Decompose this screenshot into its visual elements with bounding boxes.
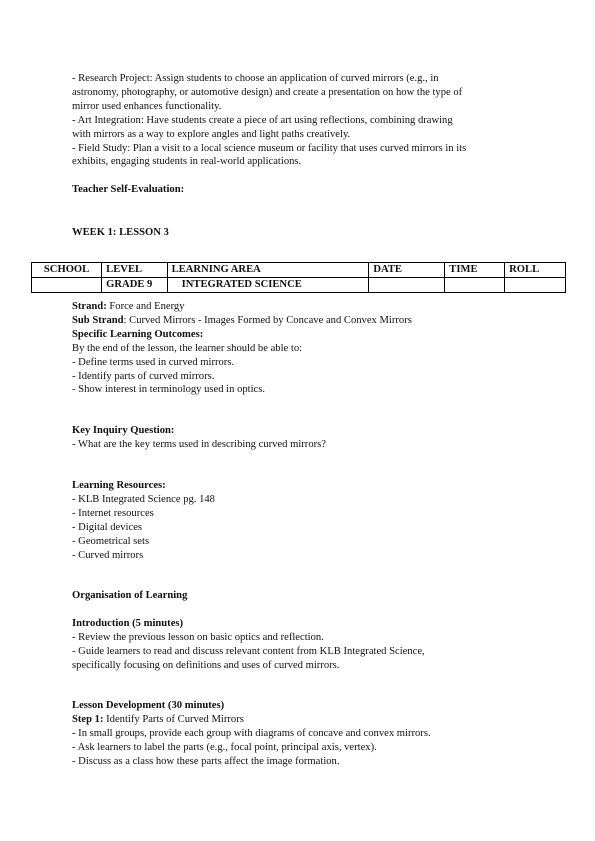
list-item: specifically focusing on definitions and uses of curved mirrors. [72,659,340,671]
development-heading: Lesson Development (30 minutes) [72,700,225,711]
list-item: - What are the key terms used in describing curved mirrors? [72,438,326,450]
cell-learning-area: INTEGRATED SCIENCE [167,278,369,293]
outcomes-heading: Specific Learning Outcomes: [72,328,204,340]
outcomes-lead: By the end of the lesson, the learner should be able to: [72,342,303,354]
cell-school [32,278,102,293]
list-item: - KLB Integrated Science pg. 148 [72,493,215,505]
field-line-1: - Field Study: Plan a visit to a local science museum or facility that uses curved mirrors in its [72,142,467,154]
inquiry-heading: Key Inquiry Question: [72,425,175,436]
research-line-2: astronomy, photography, or automotive design) and create a presentation on how the type of [72,86,463,98]
development-section [72,699,527,769]
extension-activities [72,72,527,169]
inquiry-section [72,424,527,452]
field-line-2: exhibits, engaging students in real-world applications. [72,156,302,168]
art-line-2: with mirrors as a way to explore angles and light paths creatively. [72,128,351,140]
list-item: - Geometrical sets [72,535,150,547]
list-item: - Curved mirrors [72,549,144,561]
cell-roll [505,278,566,293]
organisation-heading: Organisation of Learning [72,590,188,601]
list-item: - Review the previous lesson on basic optics and reflection. [72,631,324,643]
cell-level: GRADE 9 [102,278,167,293]
cell-time [445,278,505,293]
list-item: - Internet resources [72,507,154,519]
header-date: DATE [369,263,445,278]
list-item: - Ask learners to label the parts (e.g., focal point, principal axis, vertex). [72,741,377,753]
resources-section [72,479,527,562]
research-line-1: - Research Project: Assign students to choose an application of curved mirrors (e.g., in [72,73,439,84]
sub-strand-line: Sub Strand: Curved Mirrors - Images Formed by Concave and Convex Mirrors [72,314,412,326]
self-evaluation-heading: Teacher Self-Evaluation: [72,184,185,195]
strand-section [72,300,527,397]
header-learning-area: LEARNING AREA [167,263,369,278]
art-line-1: - Art Integration: Have students create a piece of art using reflections, combining drawing [72,114,453,126]
list-item: - Show interest in terminology used in optics. [72,384,266,396]
step-line: Step 1: Identify Parts of Curved Mirrors [72,713,244,725]
list-item: - Guide learners to read and discuss relevant content from KLB Integrated Science, [72,645,425,657]
cell-date [369,278,445,293]
list-item: - Identify parts of curved mirrors. [72,370,215,382]
header-time: TIME [445,263,505,278]
list-item: - Discuss as a class how these parts affect the image formation. [72,755,340,767]
table-header-row [32,263,566,278]
research-line-3: mirror used enhances functionality. [72,100,222,112]
lesson-info-table [31,262,566,293]
header-level: LEVEL [102,263,167,278]
strand-line: Strand: Force and Energy [72,301,185,312]
introduction-heading: Introduction (5 minutes) [72,618,184,629]
introduction-section [72,617,527,673]
resources-heading: Learning Resources: [72,480,166,491]
list-item: - In small groups, provide each group with diagrams of concave and convex mirrors. [72,727,431,739]
list-item: - Define terms used in curved mirrors. [72,356,235,368]
header-school: SCHOOL [32,263,102,278]
list-item: - Digital devices [72,521,143,533]
table-row [32,278,566,293]
week-lesson-title: WEEK 1: LESSON 3 [72,227,169,238]
header-roll: ROLL [505,263,566,278]
